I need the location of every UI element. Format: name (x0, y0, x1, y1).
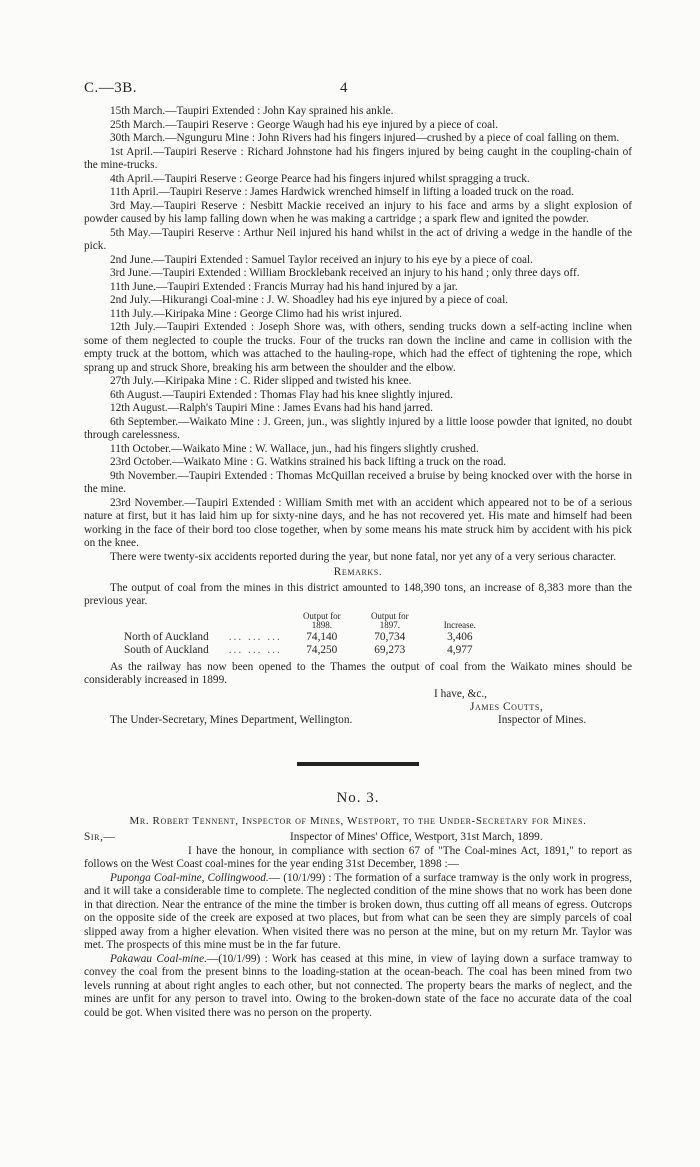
accident-entry: 23rd October.—Waikato Mine : G. Watkins strained his back lifting a truck on the road. (110, 456, 507, 468)
accident-entry: 6th August.—Taupiri Extended : Thomas Flay had his knee slightly injured. (110, 388, 453, 401)
report-from-line: Mr. Robert Tennent, Inspector of Mines, Westport, to the Under-Secretary for Mines. (129, 815, 587, 827)
accident-entry: 3rd June.—Taupiri Extended : William Brocklebank received an injury to his hand ; only three days off. (110, 267, 580, 279)
document-reference: C.—3B. (84, 80, 138, 96)
remarks-heading: Remarks. (333, 566, 383, 578)
office-date-line: Inspector of Mines' Office, Westport, 31st March, 1899. (290, 830, 543, 843)
coal-output-table (118, 612, 496, 657)
accident-entry: 5th May.—Taupiri Reserve : Arthur Neil injured his hand whilst in the act of driving a wedge in the handle of the pick. (84, 226, 632, 252)
accident-entry: 6th September.—Waikato Mine : J. Green, jun., was slightly injured by a little loose powder that ignited, no doubt through carelessness. (84, 415, 632, 441)
signer-name: James Coutts, (470, 700, 544, 713)
signature-block (84, 688, 632, 728)
accident-entry: 2nd June.—Taupiri Extended : Samuel Taylor received an injury to his eye by a piece of coal. (110, 253, 533, 266)
salutation-line (84, 831, 632, 845)
accident-entry: 30th March.—Ngunguru Mine : John Rivers had his fingers injured—crushed by a piece of coal falling on them. (110, 132, 620, 144)
column-header: Increase. (443, 620, 476, 630)
output-1897: 69,273 (374, 643, 406, 656)
puponga-paragraph (84, 872, 632, 953)
remarks-intro: The output of coal from the mines in this district amounted to 148,390 tons, an increase of 8,383 more than the previous year. (84, 581, 632, 607)
accident-entry: 9th November.—Taupiri Extended : Thomas McQuillan received a bruise by being knocked over with the horse in the mine. (84, 469, 632, 495)
output-increase: 4,977 (447, 643, 473, 656)
accident-entry: 11th October.—Waikato Mine : W. Wallace, jun., had his fingers slightly crushed. (110, 442, 479, 455)
table-row (118, 631, 496, 644)
addressee: The Under-Secretary, Mines Department, Wellington. (110, 713, 353, 726)
have-line: I have, &c., (434, 687, 488, 700)
accident-entry: 11th July.—Kiripaka Mine : George Climo had his wrist injured. (110, 307, 403, 320)
accident-entry: 23rd November.—Taupiri Extended : William Smith met with an accident which appeared not to be of a serious nature at first, but it has laid him up for sixty-nine days, and he has not recovered yet. His mate and himself had been working in the face of their bord too close together, when by some means his mate struck him by accident with his pick on the knee. (84, 496, 632, 549)
column-header: Output for 1898. (302, 610, 341, 630)
region-label: South of Auckland (124, 643, 209, 656)
section-divider (297, 762, 419, 766)
output-1898: 74,140 (306, 630, 338, 643)
accident-entry: 2nd July.—Hikurangi Coal-mine : J. W. Shoadley had his eye injured by a piece of coal. (110, 294, 509, 306)
puponga-title: Puponga Coal-mine, Collingwood. (110, 871, 269, 884)
signer-title: Inspector of Mines. (498, 713, 587, 726)
leader-dots: ... ... ... (228, 643, 282, 656)
accident-list (84, 105, 632, 564)
accident-entry: 11th April.—Taupiri Reserve : James Hardwick wrenched himself in lifting a loaded truck on the road. (110, 186, 575, 198)
accident-entry: 3rd May.—Taupiri Reserve : Nesbitt Mackie received an injury to his face and arms by a slight explosion of powder caused by his lamp falling down when he was making a cartridge ; a spark flew and ignited the powder. (84, 199, 632, 225)
accident-entry: 11th June.—Taupiri Extended : Francis Murray had his hand injured by a jar. (110, 280, 458, 293)
accident-entry: 12th July.—Taupiri Extended : Joseph Shore was, with others, sending trucks down a self-acting incline when some of them neglected to couple the trucks. Four of the trucks ran down the incline and came in collision with the empty truck at the bottom, which was attached to the hauling-rope, which had the effect of tightening the rope, which sprang up and struck Shore, breaking his arm between the shoulder and the elbow. (84, 321, 632, 374)
accident-summary: There were twenty-six accidents reported during the year, but none fatal, nor yet any of a very serious character. (110, 550, 617, 563)
output-1897: 70,734 (374, 630, 406, 643)
column-header: Output for 1897. (370, 610, 409, 630)
page-header (84, 80, 624, 100)
leader-dots: ... ... ... (228, 630, 282, 643)
accident-entry: 1st April.—Taupiri Reserve : Richard Johnstone had his fingers injured by being caught in the coupling-chain of the mine-trucks. (84, 145, 632, 171)
accident-entry: 12th August.—Ralph's Taupiri Mine : James Evans had his hand jarred. (110, 402, 433, 414)
table-header-row (118, 612, 496, 631)
accident-entry: 4th April.—Taupiri Reserve : George Pearce had his fingers injured whilst spragging a truck. (110, 172, 530, 185)
page-body (84, 105, 632, 1020)
page-number: 4 (340, 80, 348, 96)
puponga-text: — (10/1/99) : The formation of a surface tramway is the only work in progress, and it will take a considerable time to complete. The neglected condition of the mine shows that no work has been done in that direction. Near the entrance of the mine the timber is broken down, thus cutting off all means of egress. Outcrops on the opposite side of the creek are exposed at two places, but from what can be seen they are simply parcels of coal slipped away from a higher elevation. When visited there was no person at the mine, but on my return Mr. Taylor was met. The prospects of this mine must be in the far future. (84, 871, 632, 951)
remarks-closing: As the railway has now been opened to the Thames the output of coal from the Waikato mines should be considerably increased in 1899. (84, 660, 632, 686)
accident-entry: 25th March.—Taupiri Reserve : George Waugh had his eye injured by a piece of coal. (110, 118, 499, 131)
output-increase: 3,406 (447, 630, 473, 643)
accident-entry: 27th July.—Kiripaka Mine : C. Rider slipped and twisted his knee. (110, 375, 412, 387)
pakawau-text: —(10/1/99) : Work has ceased at this mine, in view of laying down a surface tramway to convey the coal from the present binns to the loading-station at the ocean-beach. The coal has been mined from two levels running at about right angles to each other, but not connected. The property bears the marks of neglect, and the mines are unfit for any person to travel into. Owing to the broken-down state of the face no accurate data of the coal could be got. When visited there was no person on the property. (84, 952, 632, 1019)
output-1898: 74,250 (306, 643, 338, 656)
section-title: No. 3. (336, 789, 380, 806)
pakawau-paragraph (84, 953, 632, 1021)
salutation: Sir,— (84, 830, 116, 843)
region-label: North of Auckland (124, 630, 209, 643)
accident-entry: 15th March.—Taupiri Extended : John Kay sprained his ankle. (110, 105, 394, 117)
table-row (118, 644, 496, 657)
pakawau-title: Pakawau Coal-mine. (110, 952, 207, 965)
report-intro: I have the honour, in compliance with section 67 of "The Coal-mines Act, 1891," to report as follows on the West Coast coal-mines for the year ending 31st December, 1898 :— (84, 844, 632, 870)
